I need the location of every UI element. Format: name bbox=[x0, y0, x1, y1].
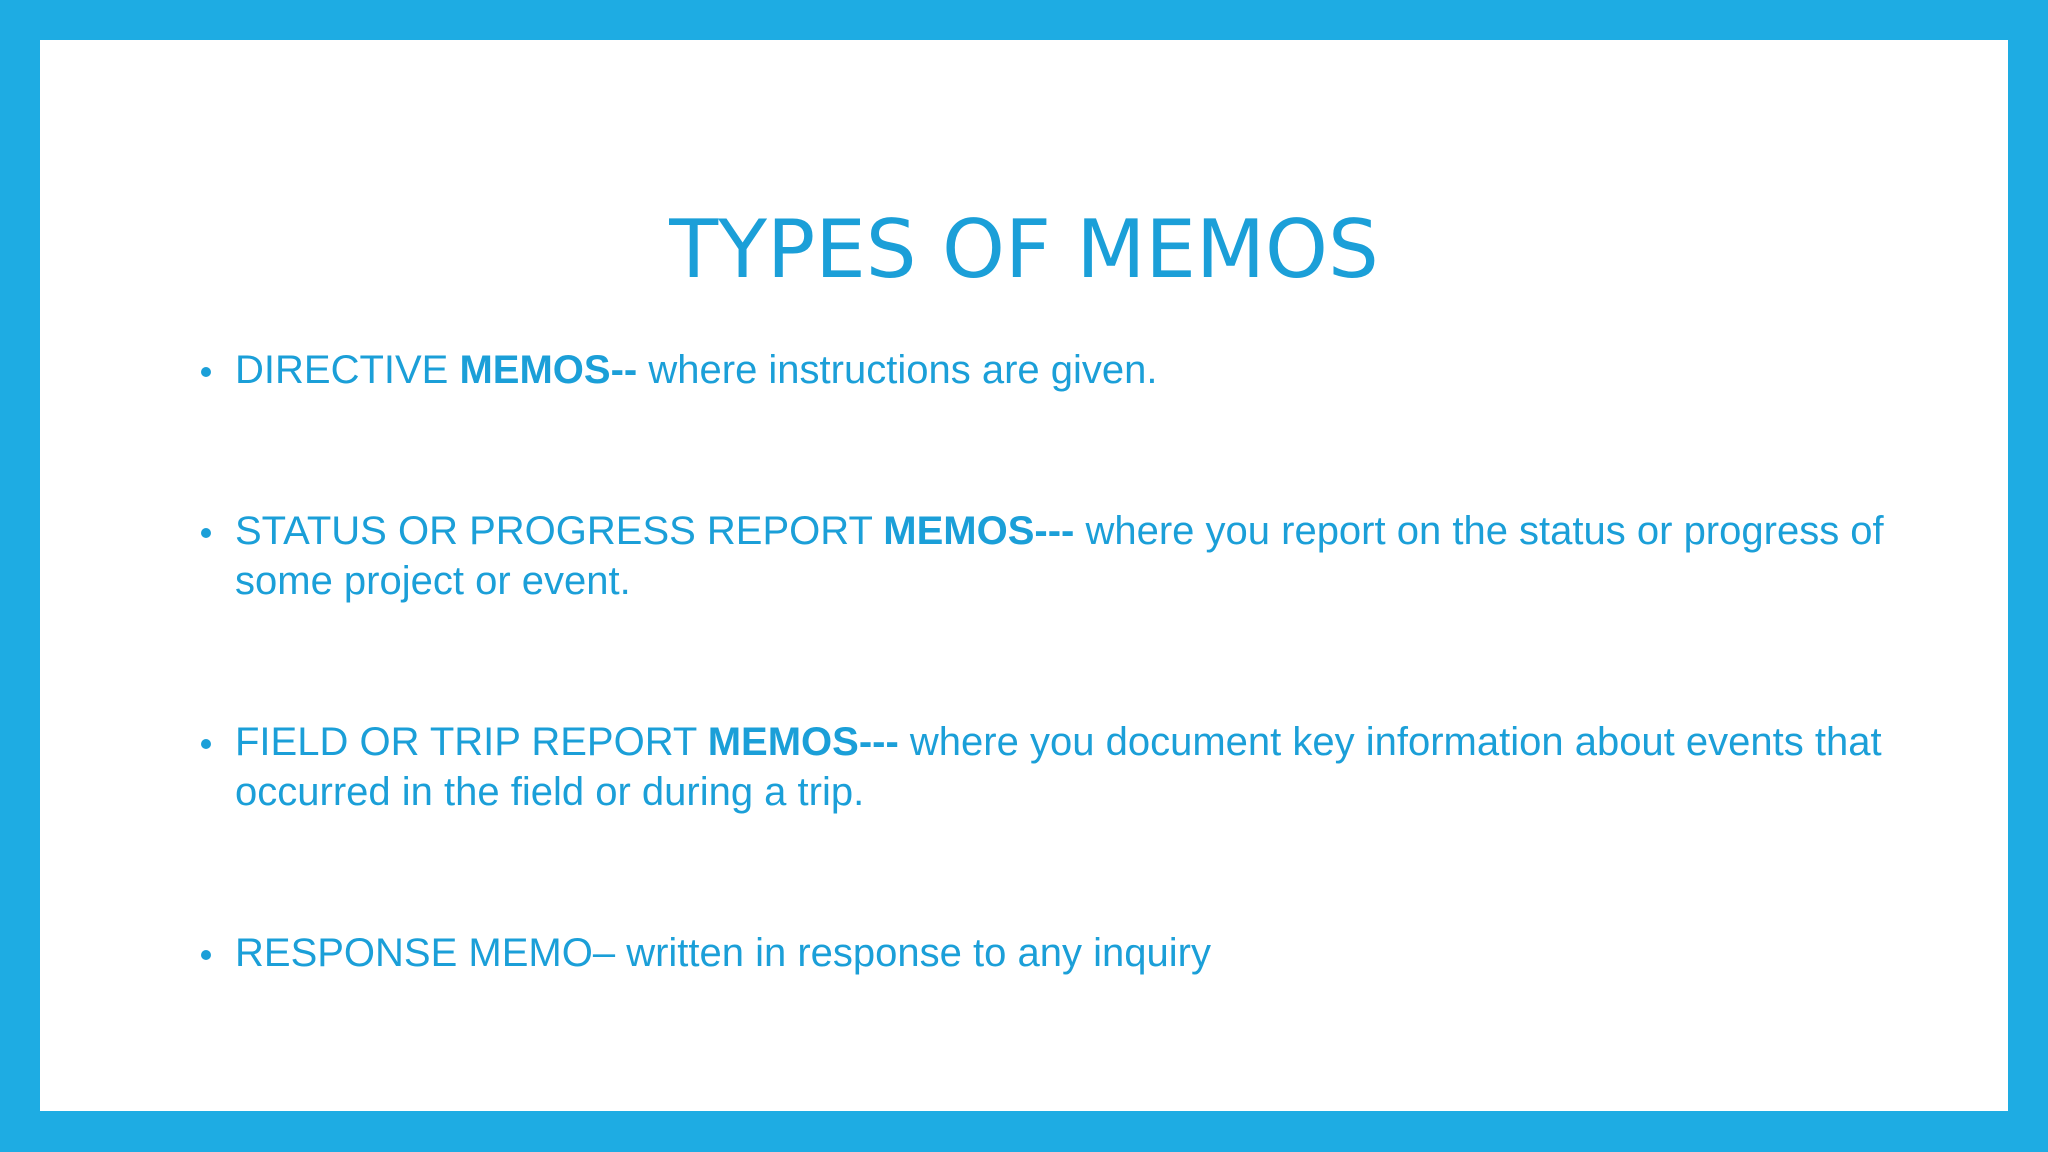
bullet-lead: FIELD OR TRIP REPORT bbox=[235, 720, 708, 764]
bullet-item-status-report bbox=[195, 506, 1955, 606]
bullet-dot-icon bbox=[201, 739, 211, 749]
bullet-rest: where you report on the status or progress of some project or event. bbox=[235, 509, 1884, 603]
bullet-lead: RESPONSE MEMO– written in response to any inquiry bbox=[235, 931, 1211, 975]
bullet-dot-icon bbox=[201, 528, 211, 538]
bullet-item-directive bbox=[195, 345, 1955, 395]
bullet-lead: DIRECTIVE bbox=[235, 348, 460, 392]
bullet-bold: MEMOS--- bbox=[707, 720, 899, 764]
bullet-bold: MEMOS--- bbox=[883, 509, 1075, 553]
bullet-list bbox=[195, 345, 1955, 978]
slide-title: TYPES OF MEMOS bbox=[669, 203, 1379, 296]
slide-canvas bbox=[40, 40, 2008, 1111]
bullet-item-response bbox=[195, 928, 1955, 978]
bullet-dot-icon bbox=[201, 950, 211, 960]
bullet-lead: STATUS OR PROGRESS REPORT bbox=[235, 509, 884, 553]
bullet-item-field-trip-report bbox=[195, 717, 1955, 817]
bullet-rest: where instructions are given. bbox=[637, 348, 1158, 392]
bullet-bold: MEMOS-- bbox=[459, 348, 638, 392]
bullet-rest: where you document key information about events that occurred in the field or during a trip. bbox=[235, 720, 1882, 814]
bullet-dot-icon bbox=[201, 367, 211, 377]
